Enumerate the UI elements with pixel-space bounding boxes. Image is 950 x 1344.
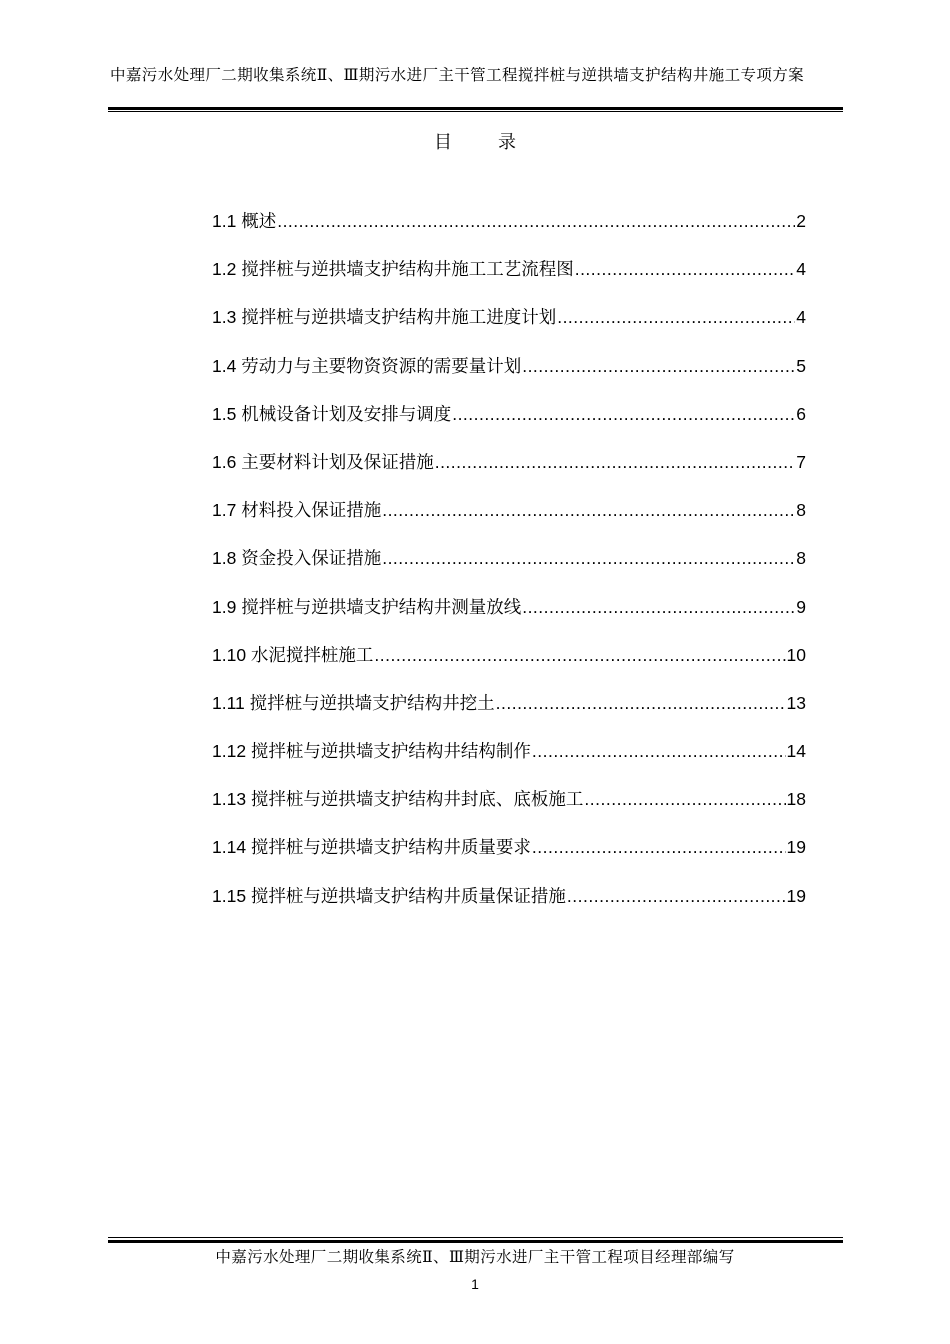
toc-entry-page: 14 [786, 741, 806, 762]
toc-entry[interactable] [212, 545, 806, 593]
toc-entry-leader-dots [584, 789, 785, 810]
toc-entry[interactable] [212, 594, 806, 642]
toc-entry-leader-dots [277, 211, 795, 232]
toc-entry[interactable] [212, 738, 806, 786]
header-rule-thin [108, 111, 843, 112]
toc-entry-page: 8 [796, 500, 806, 521]
toc-entry-label: 1.4 劳动力与主要物资资源的需要量计划 [212, 355, 522, 376]
toc-entry-leader-dots [374, 645, 785, 666]
toc-entry-label: 1.11 搅拌桩与逆拱墙支护结构井挖土 [212, 692, 495, 713]
toc-entry-label: 1.3 搅拌桩与逆拱墙支护结构井施工进度计划 [212, 307, 557, 328]
toc-entry-page: 6 [796, 403, 806, 424]
toc-entry-label: 1.2 搅拌桩与逆拱墙支护结构井施工工艺流程图 [212, 259, 574, 280]
page-footer-text: 中嘉污水处理厂二期收集系统Ⅱ、Ⅲ期污水进厂主干管工程项目经理部编写 [215, 1248, 735, 1266]
footer-rule-thick [108, 1240, 843, 1243]
toc-entry[interactable] [212, 449, 806, 497]
toc-entry-label: 1.7 材料投入保证措施 [212, 500, 382, 521]
toc-heading-char-2: 录 [498, 132, 516, 153]
toc-entry-label: 1.6 主要材料计划及保证措施 [212, 451, 434, 472]
toc-entry-label: 1.10 水泥搅拌桩施工 [212, 644, 374, 665]
table-of-contents [212, 208, 806, 931]
toc-entry-label: 1.9 搅拌桩与逆拱墙支护结构井测量放线 [212, 596, 522, 617]
toc-entry[interactable] [212, 353, 806, 401]
toc-entry-page: 19 [786, 885, 806, 906]
toc-entry-page: 7 [796, 451, 806, 472]
toc-entry-page: 10 [786, 644, 806, 665]
toc-entry-page: 8 [796, 548, 806, 569]
toc-entry-leader-dots [532, 741, 786, 762]
toc-heading-char-1: 目 [434, 132, 452, 153]
toc-entry[interactable] [212, 497, 806, 545]
toc-entry-label: 1.8 资金投入保证措施 [212, 548, 382, 569]
toc-entry-leader-dots [382, 500, 795, 521]
toc-entry-leader-dots [557, 307, 795, 328]
toc-entry-page: 5 [796, 355, 806, 376]
toc-entry-label: 1.5 机械设备计划及安排与调度 [212, 403, 452, 424]
toc-entry[interactable] [212, 786, 806, 834]
toc-entry-leader-dots [522, 597, 795, 618]
toc-entry[interactable] [212, 304, 806, 352]
toc-entry-leader-dots [575, 259, 796, 280]
toc-entry-page: 9 [796, 596, 806, 617]
toc-entry[interactable] [212, 834, 806, 882]
toc-entry-label: 1.1 概述 [212, 211, 277, 231]
toc-entry-page: 4 [796, 307, 806, 328]
toc-entry-leader-dots [496, 693, 786, 714]
toc-entry[interactable] [212, 208, 806, 256]
toc-entry-leader-dots [382, 548, 795, 569]
toc-entry-leader-dots [435, 452, 796, 473]
toc-entry-label: 1.12 搅拌桩与逆拱墙支护结构井结构制作 [212, 741, 531, 762]
toc-entry-page: 18 [786, 789, 806, 810]
toc-entry-label: 1.14 搅拌桩与逆拱墙支护结构井质量要求 [212, 837, 531, 858]
toc-entry[interactable] [212, 690, 806, 738]
toc-entry-leader-dots [532, 837, 786, 858]
toc-entry-leader-dots [567, 886, 786, 907]
toc-entry-page: 13 [786, 692, 806, 713]
toc-entry-leader-dots [522, 356, 795, 377]
toc-entry-label: 1.15 搅拌桩与逆拱墙支护结构井质量保证措施 [212, 885, 566, 906]
header-rule-thick [108, 107, 843, 110]
toc-entry[interactable] [212, 401, 806, 449]
page-number: 1 [471, 1276, 479, 1292]
toc-entry-page: 2 [796, 211, 806, 231]
toc-entry[interactable] [212, 883, 806, 931]
toc-entry-page: 19 [786, 837, 806, 858]
toc-entry-leader-dots [452, 404, 795, 425]
footer-rule-thin [108, 1237, 843, 1238]
toc-entry-label: 1.13 搅拌桩与逆拱墙支护结构井封底、底板施工 [212, 789, 584, 810]
toc-entry-page: 4 [796, 259, 806, 280]
page-header-title: 中嘉污水处理厂二期收集系统Ⅱ、Ⅲ期污水进厂主干管工程搅拌桩与逆拱墙支护结构井施工专项方案 [110, 66, 805, 84]
toc-entry[interactable] [212, 256, 806, 304]
toc-entry[interactable] [212, 642, 806, 690]
toc-heading [0, 128, 950, 154]
